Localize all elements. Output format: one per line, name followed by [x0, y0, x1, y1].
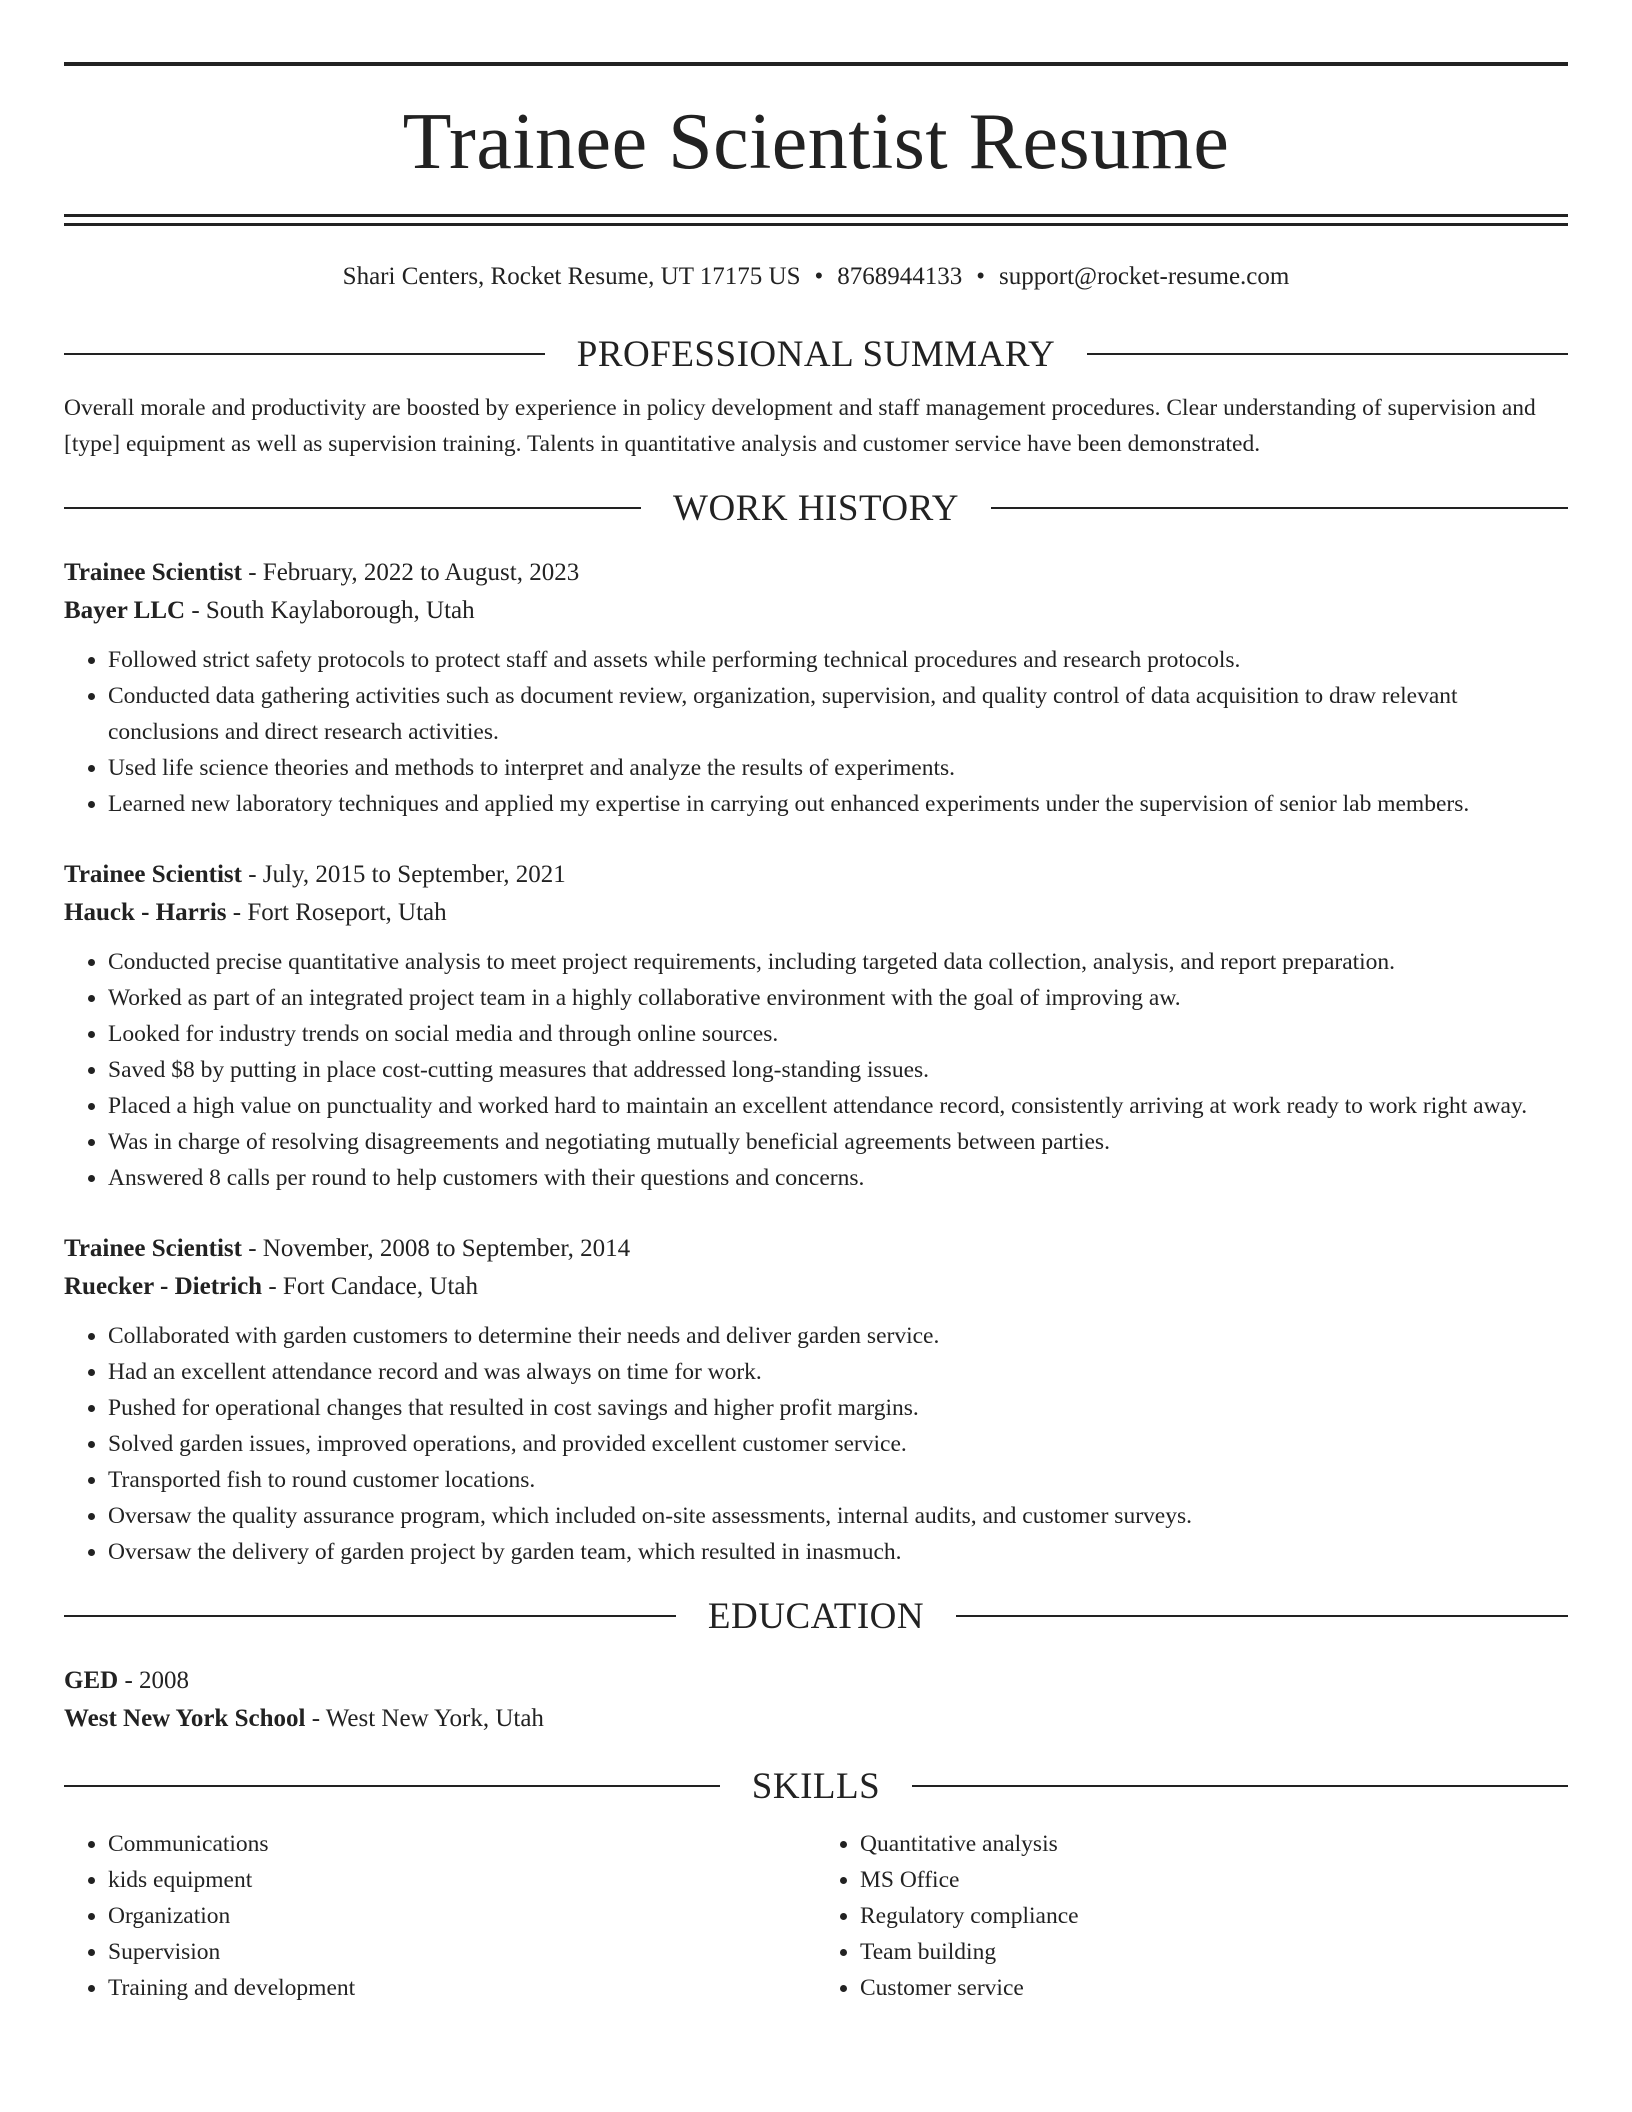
heading-rule: [64, 1615, 676, 1617]
job-company-line: [64, 1268, 1568, 1306]
job-bullet: • Oversaw the delivery of garden project by garden team, which resulted in inasmuch.: [108, 1534, 1568, 1570]
heading-rule: [991, 507, 1568, 509]
job-entry: [64, 554, 1568, 822]
skill-item: • kids equipment: [108, 1862, 816, 1898]
job-company: Hauck - Harris: [64, 899, 227, 926]
heading-rule: [956, 1615, 1568, 1617]
section-heading-skills: [64, 1764, 1568, 1808]
job-bullet: • Followed strict safety protocols to protect staff and assets while performing technical procedures and research protocols.: [108, 642, 1568, 678]
education-school-line: [64, 1700, 1568, 1738]
skill-item: • Quantitative analysis: [860, 1826, 1568, 1862]
job-bullet: • Pushed for operational changes that resulted in cost savings and higher profit margins.: [108, 1390, 1568, 1426]
skill-item: • Regulatory compliance: [860, 1898, 1568, 1934]
job-company-line: [64, 894, 1568, 932]
contact-separator: •: [814, 263, 824, 290]
skill-item: • MS Office: [860, 1862, 1568, 1898]
top-rule: [64, 62, 1568, 66]
section-title: EDUCATION: [707, 1595, 925, 1637]
section-title: WORK HISTORY: [673, 487, 959, 529]
job-bullet: • Used life science theories and methods to interpret and analyze the results of experiments.: [108, 750, 1568, 786]
job-bullets: [64, 944, 1568, 1196]
job-title: Trainee Scientist: [64, 861, 242, 888]
contact-email[interactable]: support@rocket-resume.com: [999, 263, 1290, 290]
contact-phone: 8768944133: [837, 263, 963, 290]
job-bullet: • Conducted data gathering activities such as document review, organization, supervision, and quality control of data acquisition to draw relevant conclusions and direct research activities.: [108, 678, 1568, 750]
skill-item: • Communications: [108, 1826, 816, 1862]
job-company: Bayer LLC: [64, 597, 186, 624]
job-dates: - November, 2008 to September, 2014: [241, 1235, 631, 1262]
job-bullet: • Answered 8 calls per round to help customers with their questions and concerns.: [108, 1160, 1568, 1196]
skill-item: • Customer service: [860, 1970, 1568, 2006]
skills-column-right: [816, 1826, 1568, 2006]
job-bullet: • Worked as part of an integrated project team in a highly collaborative environment with the goal of improving aw.: [108, 980, 1568, 1016]
job-bullet: • Had an excellent attendance record and was always on time for work.: [108, 1354, 1568, 1390]
job-title-line: [64, 554, 1568, 592]
job-company-line: [64, 592, 1568, 630]
education-entry: [64, 1662, 1568, 1738]
heading-rule: [64, 353, 545, 355]
job-bullet: • Transported fish to round customer locations.: [108, 1462, 1568, 1498]
heading-rule: [64, 1785, 720, 1787]
education-degree-line: [64, 1662, 1568, 1700]
job-location: - South Kaylaborough, Utah: [185, 597, 475, 624]
job-bullet: • Was in charge of resolving disagreements and negotiating mutually beneficial agreements between parties.: [108, 1124, 1568, 1160]
heading-rule: [1087, 353, 1568, 355]
skill-item: • Team building: [860, 1934, 1568, 1970]
job-bullet: • Placed a high value on punctuality and worked hard to maintain an excellent attendance record, consistently arriving at work ready to work right away.: [108, 1088, 1568, 1124]
job-location: - Fort Candace, Utah: [262, 1273, 478, 1300]
section-title: SKILLS: [751, 1765, 881, 1807]
education-year: - 2008: [118, 1667, 190, 1694]
job-dates: - February, 2022 to August, 2023: [241, 559, 580, 586]
summary-text: Overall morale and productivity are boosted by experience in policy development and staff management procedures. Clear understanding of supervision and [type] equipment as well as supervision training. Talents in quantitative analysis and customer service have been demonstrated.: [64, 395, 1536, 457]
contact-separator: •: [976, 263, 986, 290]
section-title: PROFESSIONAL SUMMARY: [576, 333, 1056, 375]
resume-title: Trainee Scientist Resume: [402, 98, 1230, 186]
job-entry: [64, 856, 1568, 1196]
job-entry: [64, 1230, 1568, 1570]
skill-item: • Organization: [108, 1898, 816, 1934]
job-company: Ruecker - Dietrich: [64, 1273, 263, 1300]
education-school: West New York School: [64, 1705, 306, 1732]
skill-item: • Supervision: [108, 1934, 816, 1970]
job-bullets: [64, 642, 1568, 822]
skill-item: • Training and development: [108, 1970, 816, 2006]
skills-list: [64, 1826, 1568, 2006]
job-title-line: [64, 856, 1568, 894]
section-heading-summary: [64, 332, 1568, 376]
heading-rule: [912, 1785, 1568, 1787]
job-bullet: • Looked for industry trends on social media and through online sources.: [108, 1016, 1568, 1052]
job-dates: - July, 2015 to September, 2021: [241, 861, 566, 888]
contact-line: [64, 262, 1568, 292]
job-location: - Fort Roseport, Utah: [226, 899, 447, 926]
skills-column-left: [64, 1826, 816, 2006]
job-bullets: [64, 1318, 1568, 1570]
job-title-line: [64, 1230, 1568, 1268]
work-history-list: [64, 554, 1568, 1570]
section-heading-work: [64, 486, 1568, 530]
job-title: Trainee Scientist: [64, 559, 242, 586]
job-bullet: • Saved $8 by putting in place cost-cutting measures that addressed long-standing issues.: [108, 1052, 1568, 1088]
job-bullet: • Solved garden issues, improved operations, and provided excellent customer service.: [108, 1426, 1568, 1462]
section-heading-education: [64, 1594, 1568, 1638]
job-bullet: • Collaborated with garden customers to determine their needs and deliver garden service.: [108, 1318, 1568, 1354]
education-location: - West New York, Utah: [305, 1705, 544, 1732]
job-bullet: • Conducted precise quantitative analysis to meet project requirements, including targeted data collection, analysis, and report preparation.: [108, 944, 1568, 980]
job-bullet: • Learned new laboratory techniques and applied my expertise in carrying out enhanced experiments under the supervision of senior lab members.: [108, 786, 1568, 822]
contact-address: Shari Centers, Rocket Resume, UT 17175 US: [342, 263, 801, 290]
title-double-rule: [64, 214, 1568, 226]
job-bullet: • Oversaw the quality assurance program, which included on-site assessments, internal audits, and customer surveys.: [108, 1498, 1568, 1534]
education-degree: GED: [64, 1667, 119, 1694]
heading-rule: [64, 507, 641, 509]
job-title: Trainee Scientist: [64, 1235, 242, 1262]
